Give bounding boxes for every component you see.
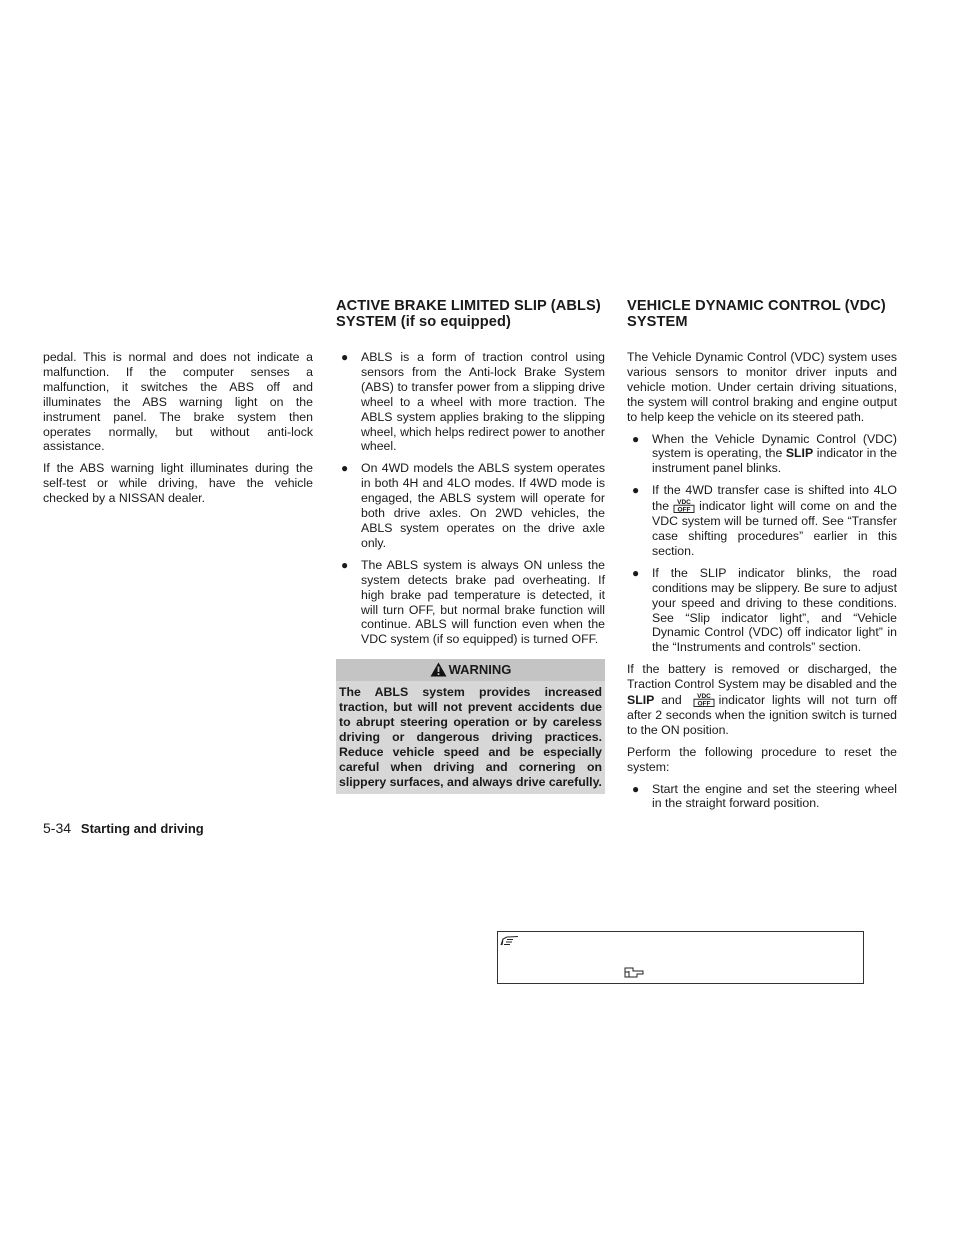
bullet-icon: ● bbox=[632, 781, 640, 796]
list-item: ● If the 4WD transfer case is shifted into 4LO the VDC OFF indicator light will come on and the VDC system will be turned off. See “Transfer case shifting procedures” earlier in this section. bbox=[632, 483, 897, 558]
svg-text:OFF: OFF bbox=[697, 700, 711, 708]
vdc-bullet-list bbox=[627, 432, 897, 656]
warning-header bbox=[336, 659, 605, 681]
section-title: Starting and driving bbox=[80, 821, 204, 836]
bullet-icon: ● bbox=[341, 350, 349, 364]
column-abls bbox=[336, 298, 605, 794]
battery-paragraph: If the battery is removed or discharged, the Traction Control System may be disabled and the SLIP and VDC OFF indicator lights will not turn off after 2 seconds when the ignition switch is turned to the ON position. bbox=[627, 662, 897, 737]
reset-intro: Perform the following procedure to reset the system: bbox=[627, 744, 897, 774]
warning-box bbox=[336, 659, 605, 793]
column-left bbox=[43, 350, 313, 513]
abls-bullet-list bbox=[336, 350, 605, 647]
svg-text:VDC: VDC bbox=[696, 693, 711, 701]
bullet-icon: ● bbox=[632, 565, 640, 580]
pointing-hand-icon bbox=[500, 934, 520, 947]
warning-title: WARNING bbox=[448, 662, 512, 678]
paragraph: If the ABS warning light illuminates during the self-test or while driving, have the vehicle checked by a NISSAN dealer. bbox=[43, 461, 313, 506]
page-footer bbox=[43, 820, 204, 837]
reset-bullet-list bbox=[627, 782, 897, 812]
list-item: ● The ABLS system is always ON unless the system detects brake pad overheating. If high brake pad temperature is detected, it will turn OFF, but normal brake function will continue. ABLS will function even when the VDC system (if so equipped) is turned OFF. bbox=[341, 557, 605, 647]
pointing-hand-icon bbox=[624, 966, 644, 979]
list-item: ● When the Vehicle Dynamic Control (VDC) system is operating, the SLIP indicator in the instrument panel blinks. bbox=[632, 431, 897, 476]
vdc-off-indicator-icon bbox=[673, 498, 695, 513]
bullet-icon: ● bbox=[341, 461, 349, 476]
list-item: ● If the SLIP indicator blinks, the road conditions may be slippery. Be sure to adjust your speed and driving to these conditions. See “Slip indicator light”, and “Vehicle Dynamic Control (VDC) off indicator light” in the “Instruments and controls” section. bbox=[632, 565, 897, 655]
warning-text: The ABLS system provides increased traction, but will not prevent accidents due to abrupt steering operation or by careless driving or dangerous driving practices. Reduce vehicle speed and be especially careful when driving and cornering on slippery surfaces, and always drive carefully. bbox=[339, 685, 602, 789]
list-item: ● On 4WD models the ABLS system operates in both 4H and 4LO modes. If 4WD mode is engaged, the ABLS system will operate for both drive axles. On 2WD vehicles, the ABLS system operates on the drive axle only. bbox=[341, 461, 605, 550]
bullet-icon: ● bbox=[632, 483, 640, 498]
abls-heading: ACTIVE BRAKE LIMITED SLIP (ABLS) SYSTEM (if so equipped) bbox=[336, 298, 601, 330]
reference-box bbox=[497, 931, 864, 984]
bullet-icon: ● bbox=[632, 431, 640, 446]
list-item: ● ABLS is a form of traction control using sensors from the Anti-lock Brake System (ABS) to transfer power from a slipping drive wheel to a wheel with more traction. The ABLS system applies braking to the slipping wheel, which helps redirect power to another wheel. bbox=[341, 350, 605, 454]
vdc-heading: VEHICLE DYNAMIC CONTROL (VDC) SYSTEM bbox=[627, 298, 886, 330]
column-vdc bbox=[627, 298, 897, 818]
paragraph: pedal. This is normal and does not indicate a malfunction. If the computer senses a malfunction, it switches the ABS off and illuminates the ABS warning light on the instrument panel. The brake system then operates normally, but without anti-lock assistance. bbox=[43, 350, 313, 454]
svg-text:OFF: OFF bbox=[677, 506, 691, 514]
list-item: ● Start the engine and set the steering wheel in the straight forward position. bbox=[632, 781, 897, 811]
vdc-off-indicator-icon bbox=[693, 692, 715, 707]
warning-triangle-icon bbox=[430, 662, 447, 677]
bullet-icon: ● bbox=[341, 557, 349, 572]
vdc-intro: The Vehicle Dynamic Control (VDC) system uses various sensors to monitor driver inputs and vehicle motion. Under certain driving situations, the system will control braking and engine output to help keep the vehicle on its steered path. bbox=[627, 350, 897, 424]
svg-text:VDC: VDC bbox=[677, 499, 691, 507]
page-number: 5-34 bbox=[43, 820, 72, 836]
